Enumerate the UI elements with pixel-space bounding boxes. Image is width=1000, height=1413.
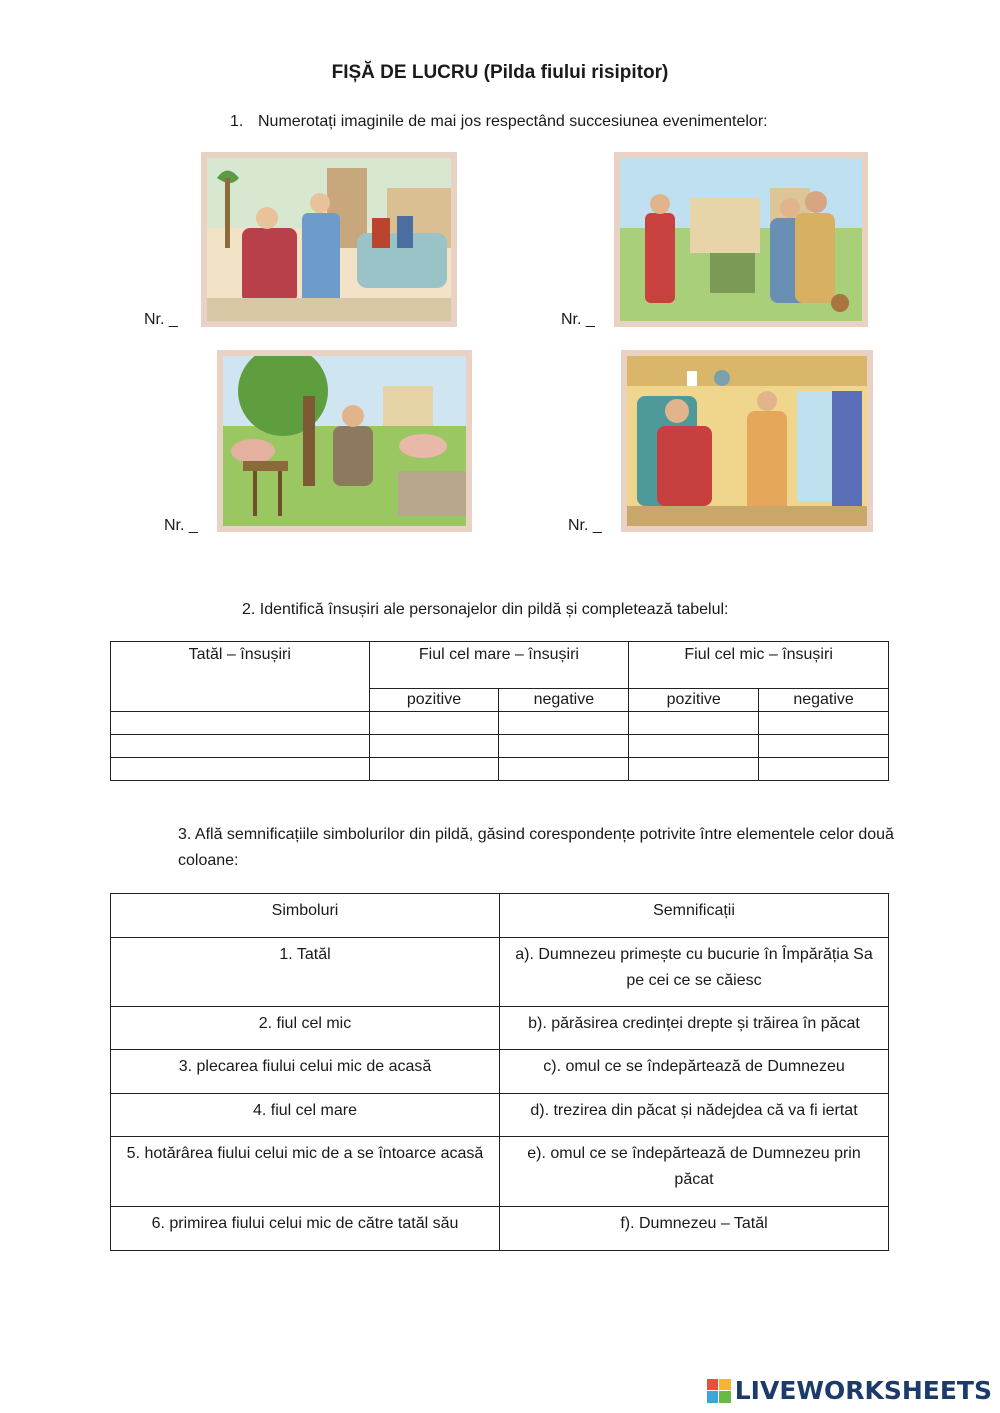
symbol-2[interactable]: 2. fiul cel mic: [111, 1007, 500, 1050]
cell-younger-positive[interactable]: [629, 712, 759, 735]
meaning-d[interactable]: d). trezirea din păcat și nădejdea că va fi iertat: [500, 1094, 889, 1137]
cell-younger-positive[interactable]: [629, 758, 759, 781]
illustration-inheritance: [201, 152, 457, 327]
header-elder-son-traits: Fiul cel mare – însușiri: [369, 642, 629, 689]
meaning-c[interactable]: c). omul ce se îndepărtează de Dumnezeu: [500, 1050, 889, 1094]
symbol-6[interactable]: 6. primirea fiului celui mic de către tatăl său: [111, 1207, 500, 1251]
subheader-younger-positive: pozitive: [629, 689, 759, 712]
liveworksheets-brand[interactable]: [707, 1376, 992, 1405]
meaning-f[interactable]: f). Dumnezeu – Tatăl: [500, 1207, 889, 1251]
question-2: 2. Identifică însușiri ale personajelor din pildă și completează tabelul:: [242, 601, 729, 618]
cell-elder-negative[interactable]: [499, 758, 629, 781]
table-row: [111, 758, 889, 781]
subheader-younger-negative: negative: [759, 689, 889, 712]
table-row: [111, 1207, 889, 1251]
logo-square-blue: [707, 1391, 719, 1403]
meaning-b[interactable]: b). părăsirea credinței drepte și trăirea în păcat: [500, 1007, 889, 1050]
meaning-e[interactable]: e). omul ce se îndepărtează de Dumnezeu prin păcat: [500, 1137, 889, 1207]
symbol-4[interactable]: 4. fiul cel mare: [111, 1094, 500, 1137]
cell-elder-negative[interactable]: [499, 712, 629, 735]
header-father-traits: Tatăl – însușiri: [111, 642, 370, 712]
cell-father[interactable]: [111, 758, 370, 781]
table-row: [111, 712, 889, 735]
nr-field-3[interactable]: Nr. _: [164, 517, 198, 534]
subheader-elder-positive: pozitive: [369, 689, 499, 712]
cell-father[interactable]: [111, 712, 370, 735]
table-row: [111, 1007, 889, 1050]
illustration-pigs: [217, 350, 472, 532]
cell-younger-negative[interactable]: [759, 758, 889, 781]
cell-father[interactable]: [111, 735, 370, 758]
subheader-elder-negative: negative: [499, 689, 629, 712]
table-row: [111, 735, 889, 758]
nr-field-1[interactable]: Nr. _: [144, 311, 178, 328]
table-row: [111, 1050, 889, 1094]
nr-field-4[interactable]: Nr. _: [568, 517, 602, 534]
cell-elder-positive[interactable]: [369, 735, 499, 758]
table-row: [111, 938, 889, 1007]
header-symbols: Simboluri: [111, 894, 500, 938]
cell-elder-negative[interactable]: [499, 735, 629, 758]
traits-table: [110, 641, 889, 781]
liveworksheets-logo-icon: [707, 1379, 731, 1403]
question-1-number: 1.: [230, 113, 244, 130]
cell-younger-negative[interactable]: [759, 712, 889, 735]
header-younger-son-traits: Fiul cel mic – însușiri: [629, 642, 889, 689]
symbol-5[interactable]: 5. hotărârea fiului celui mic de a se întoarce acasă: [111, 1137, 500, 1207]
question-1-text: Numerotați imaginile de mai jos respectând succesiunea evenimentelor:: [258, 113, 768, 130]
logo-square-green: [719, 1391, 731, 1403]
symbols-table: [110, 893, 889, 1251]
illustration-embrace: [614, 152, 868, 327]
logo-square-yellow: [719, 1379, 731, 1391]
worksheet-title: FIȘĂ DE LUCRU (Pilda fiului risipitor): [331, 62, 669, 83]
cell-younger-negative[interactable]: [759, 735, 889, 758]
meaning-a[interactable]: a). Dumnezeu primește cu bucurie în Împărăția Sa pe cei ce se căiesc: [500, 938, 889, 1007]
table-row: [111, 1137, 889, 1207]
illustration-request: [621, 350, 873, 532]
cell-elder-positive[interactable]: [369, 712, 499, 735]
question-1: [230, 109, 768, 135]
header-meanings: Semnificații: [500, 894, 889, 938]
brand-name: LIVEWORKSHEETS: [734, 1376, 992, 1405]
symbol-1[interactable]: 1. Tatăl: [111, 938, 500, 1007]
question-3: 3. Află semnificațiile simbolurilor din pildă, găsind corespondențe potrivite între elementele celor două coloane:: [178, 826, 894, 869]
cell-elder-positive[interactable]: [369, 758, 499, 781]
nr-field-2[interactable]: Nr. _: [561, 311, 595, 328]
logo-square-red: [707, 1379, 719, 1391]
symbol-3[interactable]: 3. plecarea fiului celui mic de acasă: [111, 1050, 500, 1094]
table-row: [111, 1094, 889, 1137]
cell-younger-positive[interactable]: [629, 735, 759, 758]
